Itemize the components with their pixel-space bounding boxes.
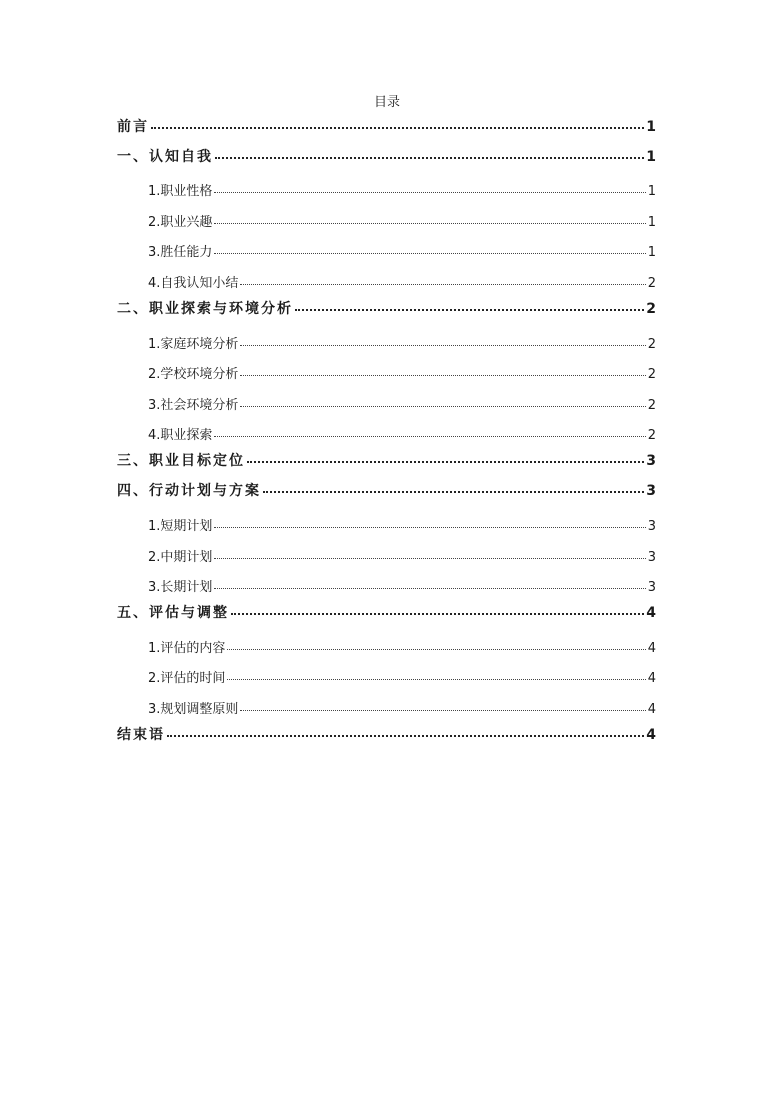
toc-dot-leader [214,223,645,224]
toc-entry-label: 1.评估的内容 [148,641,226,656]
toc-page-number: 1 [647,215,656,230]
toc-page-number: 3 [646,483,656,499]
toc-entry-label: 三、职业目标定位 [117,453,245,469]
toc-entry-label: 1.家庭环境分析 [148,337,239,352]
toc-dot-leader [227,679,645,680]
toc-entry-5-2[interactable] [148,667,656,687]
toc-entry-section-3[interactable] [117,450,656,470]
toc-entry-4-1[interactable] [148,515,656,535]
toc-entry-label: 二、职业探索与环境分析 [117,301,293,317]
toc-entry-label: 2.职业兴趣 [148,215,213,230]
toc-entry-label: 3.规划调整原则 [148,702,239,717]
toc-entry-5-3[interactable] [148,698,656,718]
toc-entry-1-1[interactable] [148,180,656,200]
toc-page-number: 2 [647,428,656,443]
toc-entry-5-1[interactable] [148,637,656,657]
toc-page-number: 2 [647,398,656,413]
toc-page-number: 3 [647,519,656,534]
toc-page-number: 3 [646,453,656,469]
toc-page-number: 2 [647,276,656,291]
toc-entry-label: 1.短期计划 [148,519,213,534]
toc-entry-2-1[interactable] [148,333,656,353]
toc-page-number: 4 [647,671,656,686]
toc-dot-leader [240,284,645,285]
toc-entry-section-4[interactable] [117,480,656,500]
toc-entry-2-4[interactable] [148,424,656,444]
toc-page-number: 4 [647,641,656,656]
toc-dot-leader [240,345,645,346]
toc-dot-leader [215,157,644,159]
toc-page-number: 4 [646,605,656,621]
toc-dot-leader [231,613,644,615]
toc-page-number: 3 [647,580,656,595]
toc-dot-leader [240,710,645,711]
toc-entry-label: 2.评估的时间 [148,671,226,686]
toc-entry-label: 3.社会环境分析 [148,398,239,413]
toc-entry-label: 4.自我认知小结 [148,276,239,291]
toc-entry-label: 3.胜任能力 [148,245,213,260]
toc-dot-leader [247,461,644,463]
toc-dot-leader [214,253,645,254]
toc-entry-label: 五、评估与调整 [117,605,229,621]
toc-page-number: 1 [646,119,656,135]
toc-dot-leader [227,649,645,650]
toc-page-number: 1 [647,184,656,199]
toc-entry-1-2[interactable] [148,211,656,231]
toc-dot-leader [214,588,645,589]
toc-entry-preface[interactable] [117,116,656,136]
toc-page-number: 3 [647,550,656,565]
toc-dot-leader [295,309,644,311]
toc-entry-4-3[interactable] [148,576,656,596]
toc-dot-leader [151,127,644,129]
toc-entry-label: 结束语 [117,727,165,743]
toc-entry-conclusion[interactable] [117,724,656,744]
page-title: 目录 [373,95,400,110]
toc-entry-section-2[interactable] [117,298,656,318]
toc-page-number: 2 [646,301,656,317]
toc-entry-label: 前言 [117,119,149,135]
toc-entry-label: 一、认知自我 [117,149,213,165]
toc-dot-leader [214,527,645,528]
toc-entry-label: 3.长期计划 [148,580,213,595]
toc-dot-leader [240,375,645,376]
toc-page-number: 2 [647,367,656,382]
toc-dot-leader [167,735,644,737]
toc-entry-2-3[interactable] [148,394,656,414]
toc-entry-section-1[interactable] [117,146,656,166]
toc-entry-1-3[interactable] [148,241,656,261]
toc-page-number: 1 [646,149,656,165]
toc-dot-leader [263,491,644,493]
toc-entry-1-4[interactable] [148,272,656,292]
toc-entry-section-5[interactable] [117,602,656,622]
toc-entry-label: 2.学校环境分析 [148,367,239,382]
toc-entry-label: 4.职业探索 [148,428,213,443]
toc-entry-label: 2.中期计划 [148,550,213,565]
toc-entry-4-2[interactable] [148,546,656,566]
toc-dot-leader [214,436,645,437]
toc-page-number: 1 [647,245,656,260]
toc-dot-leader [240,406,645,407]
toc-entry-label: 四、行动计划与方案 [117,483,261,499]
toc-page-number: 2 [647,337,656,352]
toc-page-number: 4 [647,702,656,717]
toc-entry-label: 1.职业性格 [148,184,213,199]
toc-page-number: 4 [646,727,656,743]
toc-dot-leader [214,192,645,193]
toc-entry-2-2[interactable] [148,363,656,383]
toc-dot-leader [214,558,645,559]
